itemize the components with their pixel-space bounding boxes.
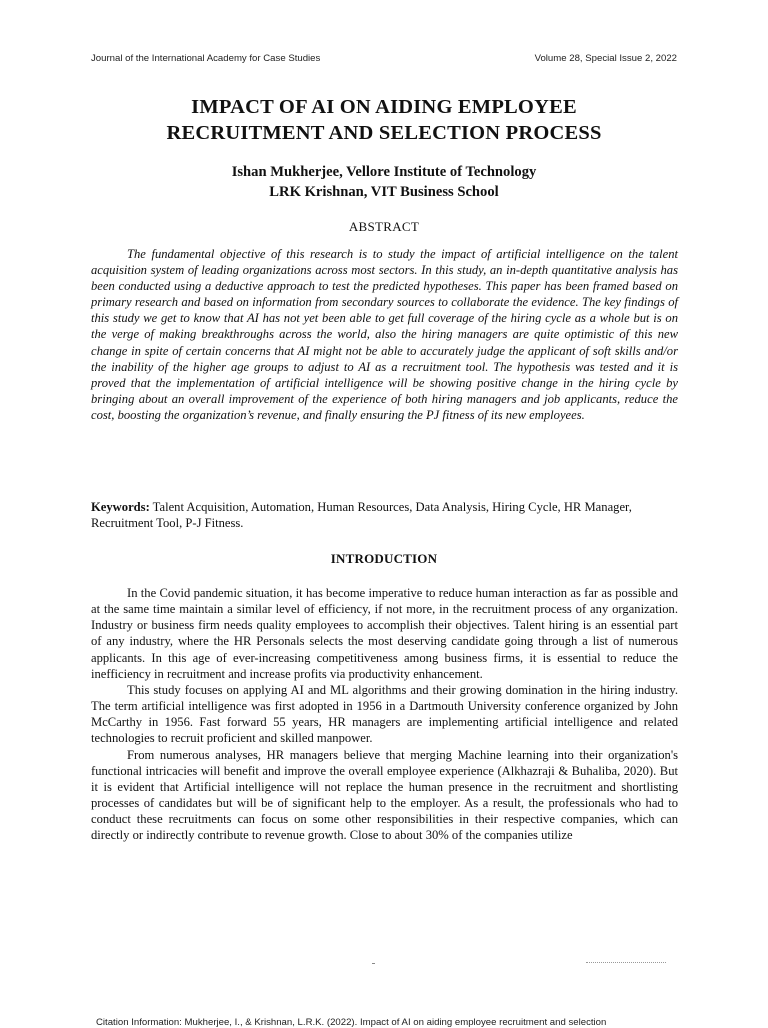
- author-block: [60, 162, 708, 202]
- author-2: LRK Krishnan, VIT Business School: [269, 184, 499, 200]
- running-header: [91, 53, 677, 64]
- journal-name: Journal of the International Academy for Case Studies: [91, 53, 321, 64]
- paragraph: This study focuses on applying AI and ML algorithms and their growing domination in the hiring industry. The term artificial intelligence was first adopted in 1956 in a Dartmouth University conference organized by John McCarthy in 1956. Fast forward 55 years, HR managers are implementing artificial intelligence and related technologies to recruit proficient and skilled manpower.: [91, 682, 678, 746]
- title-line-2: RECRUITMENT AND SELECTION PROCESS: [166, 122, 602, 144]
- author-1: Ishan Mukherjee, Vellore Institute of Technology: [231, 164, 537, 180]
- footer-mark: [372, 963, 375, 964]
- title-line-1: IMPACT OF AI ON AIDING EMPLOYEE: [191, 96, 577, 118]
- volume-info: Volume 28, Special Issue 2, 2022: [534, 53, 677, 64]
- citation-information: Citation Information: Mukherjee, I., & Krishnan, L.R.K. (2022). Impact of AI on aiding employee recruitment and selection: [96, 1017, 607, 1028]
- abstract-text: The fundamental objective of this research is to study the impact of artificial intelligence on the talent acquisition system of leading organizations across most sectors. In this study, an in-depth quantitative analysis has been conducted using a deductive approach to test the predicted hypotheses. This paper has been framed based on primary research and based on information from secondary sources to collaborate the evidence. The key findings of this study we get to know that AI has not yet been able to get full coverage of the hiring cycle as a whole but is on the verge of making breakthroughs across the world, also the hiring managers are quite optimistic of this new change in spite of certain concerns that AI might not be able to accurately judge the applicant of soft skills and/or the inability of the higher age groups to adjust to AI as a recruitment tool. The hypothesis was tested and it is proved that the implementation of artificial intelligence will be showing positive change in the hiring cycle by bringing about an overall improvement of the experience of both hiring managers and job applicants, reduce the cost, boosting the organization’s revenue, and finally ensuring the PJ fitness of its new employees.: [91, 247, 678, 422]
- paper-title: [60, 94, 708, 146]
- introduction-body: [91, 585, 678, 844]
- footer-mark: [586, 962, 666, 965]
- footer-rule: [0, 961, 768, 969]
- paragraph: In the Covid pandemic situation, it has become imperative to reduce human interaction as far as possible and at the same time maintain a similar level of efficiency, if not more, in the recruitment process of any organization. Industry or business firm needs quality employees to accomplish their objectives. Talent hiring is an essential part of any industry, where the HR Personals selects the most deserving candidate going through a list of numerous applicants. In this age of ever-increasing competitiveness among business firms, it is essential to reduce the inefficiency in recruitment and increase profits via productivity enhancement.: [91, 586, 678, 681]
- keywords-list: Talent Acquisition, Automation, Human Resources, Data Analysis, Hiring Cycle, HR Manager, Recruitment Tool, P-J Fitness.: [91, 500, 632, 531]
- paragraph: From numerous analyses, HR managers believe that merging Machine learning into their organization's functional intricacies will benefit and improve the overall employee experience (Alkhazraji & Buhaliba, 2020). But it is evident that Artificial intelligence will not replace the human presence in the recruitment and shortlisting processes of candidates but will be of significant help to the employer. As a result, the professionals who had to conduct these recruitments can focus on some other responsibilities in their respective companies, which can directly or indirectly contribute to revenue growth. Close to about 30% of the companies utilize: [91, 747, 678, 843]
- introduction-heading: INTRODUCTION: [330, 551, 438, 566]
- abstract-heading: ABSTRACT: [348, 219, 420, 234]
- keywords: [91, 499, 678, 531]
- keywords-label: Keywords:: [91, 500, 150, 514]
